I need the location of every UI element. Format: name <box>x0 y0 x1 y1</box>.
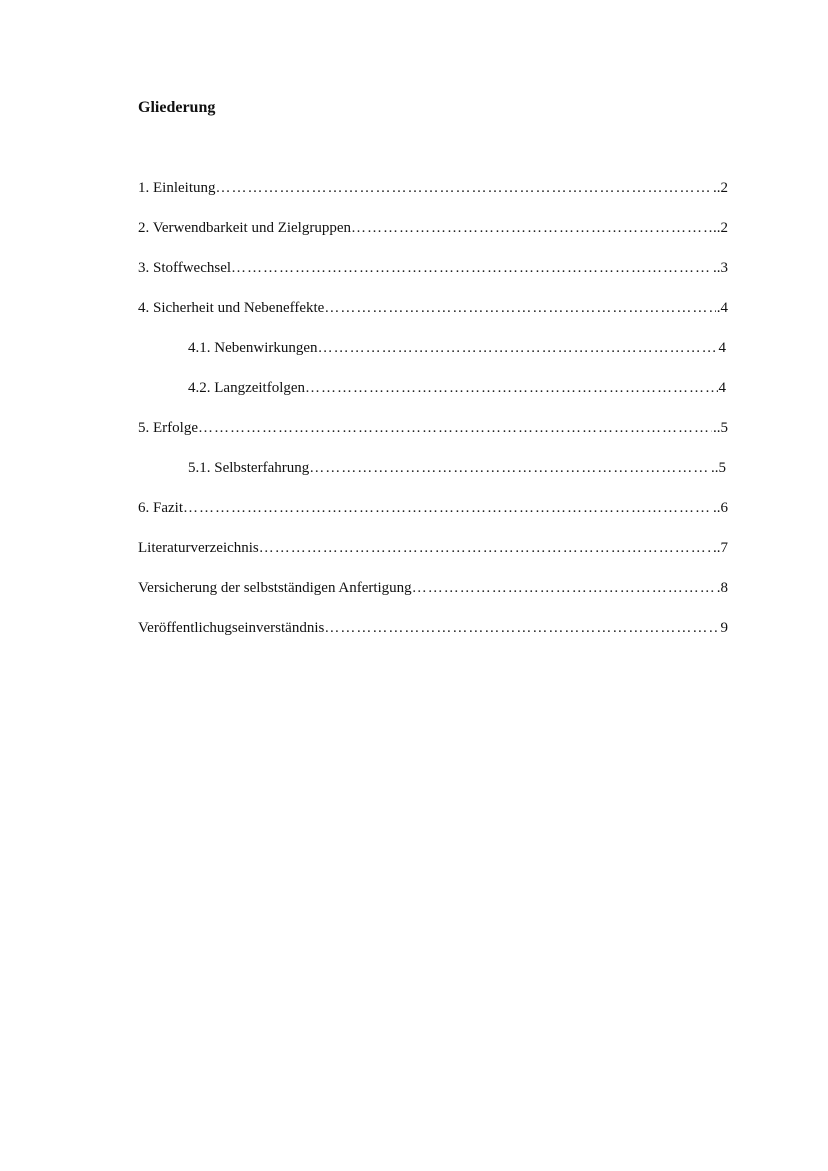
dot-leader <box>324 618 719 638</box>
toc-entry-page: ..2 <box>713 180 728 196</box>
toc-entry-page: ..3 <box>713 260 728 276</box>
toc-entry-title: 5. Erfolge <box>138 420 198 436</box>
table-of-contents <box>138 178 728 658</box>
dot-leader <box>412 578 716 598</box>
toc-entry-verwendbarkeit <box>138 218 728 258</box>
toc-entry-langzeitfolgen <box>138 378 726 418</box>
toc-entry-page: ..7 <box>713 540 728 556</box>
toc-entry-fazit <box>138 498 728 538</box>
toc-entry-page: ..2 <box>713 220 728 236</box>
toc-entry-sicherheit <box>138 298 728 338</box>
toc-entry-title: 5.1. Selbsterfahrung <box>188 460 310 476</box>
toc-entry-title: Versicherung der selbstständigen Anfertigung <box>138 580 412 596</box>
toc-entry-title: 4.1. Nebenwirkungen <box>188 340 318 356</box>
dot-leader <box>351 218 712 238</box>
dot-leader <box>183 498 712 518</box>
toc-entry-einleitung <box>138 178 728 218</box>
toc-entry-title: 3. Stoffwechsel <box>138 260 232 276</box>
dot-leader <box>324 298 715 318</box>
toc-entry-title: 6. Fazit <box>138 500 183 516</box>
dot-leader <box>259 538 712 558</box>
dot-leader <box>231 258 712 278</box>
dot-leader <box>198 418 712 438</box>
dot-leader <box>318 338 718 358</box>
toc-entry-nebenwirkungen <box>138 338 726 378</box>
toc-entry-stoffwechsel <box>138 258 728 298</box>
toc-entry-page: 4 <box>718 380 726 396</box>
toc-entry-title: 2. Verwendbarkeit und Zielgruppen <box>138 220 351 236</box>
toc-entry-page: .8 <box>716 580 728 596</box>
toc-entry-title: 4. Sicherheit und Nebeneffekte <box>138 300 325 316</box>
toc-heading: Gliederung <box>138 99 216 116</box>
dot-leader <box>216 178 713 198</box>
toc-entry-title: 1. Einleitung <box>138 180 216 196</box>
dot-leader <box>305 378 717 398</box>
toc-entry-title: Veröffentlichugseinverständnis <box>138 620 325 636</box>
toc-entry-erfolge <box>138 418 728 458</box>
toc-entry-page: 9 <box>720 620 728 636</box>
toc-entry-selbsterfahrung <box>138 458 726 498</box>
toc-entry-page: ..5 <box>711 460 726 476</box>
toc-entry-literaturverzeichnis <box>138 538 728 578</box>
dot-leader <box>309 458 710 478</box>
toc-entry-title: Literaturverzeichnis <box>138 540 259 556</box>
toc-entry-page: 4 <box>718 340 726 356</box>
toc-entry-page: .4 <box>716 300 728 316</box>
toc-entry-veroeffentlichung <box>138 618 728 658</box>
toc-entry-versicherung <box>138 578 728 618</box>
toc-entry-page: ..5 <box>713 420 728 436</box>
toc-entry-page: ..6 <box>713 500 728 516</box>
toc-entry-title: 4.2. Langzeitfolgen <box>188 380 306 396</box>
